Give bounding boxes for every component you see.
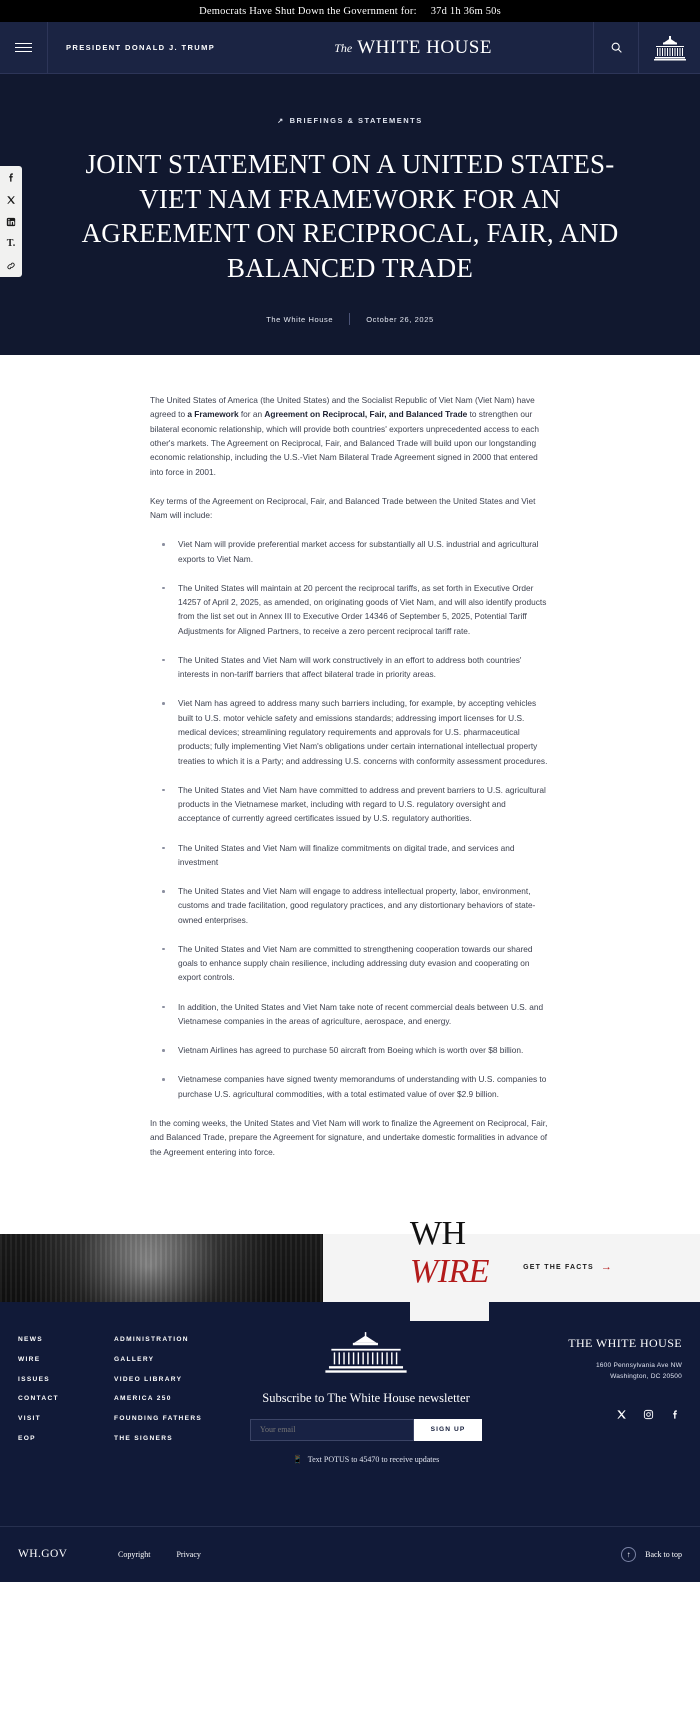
email-field[interactable]: [250, 1419, 414, 1441]
footer-link-wire[interactable]: WIRE: [18, 1355, 41, 1363]
key-terms-list: [150, 537, 550, 1101]
site-footer: [0, 1302, 700, 1582]
address-line-2: Washington, DC 20500: [610, 1373, 682, 1381]
back-to-top-label: Back to top: [645, 1549, 682, 1559]
list-item: In addition, the United States and Viet Nam take note of recent commercial deals between U.S. and Vietnamese companies in the areas of agriculture, aerospace, and energy.: [150, 1000, 550, 1029]
article-meta: [0, 313, 700, 325]
footer-link-contact[interactable]: CONTACT: [18, 1395, 59, 1403]
footer-link-administration[interactable]: ADMINISTRATION: [114, 1335, 189, 1343]
back-to-top-button[interactable]: [621, 1547, 682, 1562]
footer-address: [596, 1360, 682, 1382]
sms-signup-note: [293, 1455, 439, 1464]
meta-divider: [349, 313, 350, 325]
list-item: Viet Nam will provide preferential market access for substantially all U.S. industrial and agricultural exports to Viet Nam.: [150, 537, 550, 566]
x-twitter-icon[interactable]: [615, 1408, 628, 1421]
list-item: The United States and Viet Nam will finalize commitments on digital trade, and services and investment: [150, 841, 550, 870]
sign-up-button[interactable]: SIGN UP: [414, 1419, 482, 1441]
government-shutdown-alert-bar: [0, 0, 700, 22]
arrow-icon: ↗: [277, 117, 285, 125]
footer-social-links: [615, 1408, 682, 1421]
list-item: The United States and Viet Nam will engage to address intellectual property, labor, environment, customs and trade facilitation, good regulatory practices, and any distortionary behaviors of state-owned enterprises.: [150, 884, 550, 927]
list-item: Vietnamese companies have signed twenty memorandums of understanding with U.S. companies to purchase U.S. agricultural commodities, with a total estimated value of over $2.9 billion.: [150, 1072, 550, 1101]
intro-text-a: The United States of America (the United States) and the Socialist Republic of Viet Nam (Viet Nam) have agreed to: [150, 395, 535, 420]
breadcrumb-label: BRIEFINGS & STATEMENTS: [289, 116, 423, 125]
get-the-facts-button[interactable]: [523, 1262, 613, 1273]
instagram-icon[interactable]: [642, 1408, 655, 1421]
president-name-label[interactable]: PRESIDENT DONALD J. TRUMP: [66, 43, 216, 52]
arrow-right-icon: →: [600, 1261, 614, 1274]
wh-wire-logo-wh: WH: [409, 1214, 466, 1252]
article-body: [0, 355, 700, 1234]
footer-link-founding-fathers[interactable]: FOUNDING FATHERS: [114, 1415, 203, 1423]
intro-bold-agreement: Agreement on Reciprocal, Fair, and Balanced Trade: [264, 409, 468, 420]
footer-link-visit[interactable]: VISIT: [18, 1415, 41, 1423]
copyright-link[interactable]: Copyright: [118, 1549, 151, 1559]
logo-white-house-text: WHITE HOUSE: [357, 36, 492, 58]
linkedin-icon[interactable]: [5, 215, 18, 228]
intro-paragraph: [150, 393, 550, 479]
white-house-icon[interactable]: [638, 22, 700, 73]
wh-wire-logo-wire: WIRE: [410, 1253, 489, 1321]
footer-link-issues[interactable]: ISSUES: [18, 1375, 50, 1383]
wh-wire-promo-banner[interactable]: [0, 1214, 700, 1302]
wh-wire-promo-content: [323, 1214, 700, 1302]
site-logo[interactable]: [233, 22, 593, 73]
intro-bold-framework: a Framework: [187, 409, 239, 420]
search-icon[interactable]: [593, 22, 638, 73]
arrow-up-icon: ↑: [621, 1547, 636, 1562]
closing-paragraph: In the coming weeks, the United States and Viet Nam will work to finalize the Agreement on Reciprocal, Fair, and Balanced Trade, prepare the Agreement for signature, and undertake domestic formalities in advance of the Agreement entering into force.: [150, 1118, 548, 1157]
alert-message: Democrats Have Shut Down the Government for:: [199, 5, 417, 17]
alert-timer: 37d 1h 36m 50s: [430, 5, 501, 17]
wh-gov-brand: WH.GOV: [18, 1548, 68, 1561]
footer-contact-section: [502, 1336, 682, 1421]
footer-link-america-250[interactable]: AMERICA 250: [114, 1395, 172, 1403]
footer-nav-column-one: [18, 1336, 114, 1444]
list-item: The United States and Viet Nam will work constructively in an effort to address both countries' interests in non-tariff barriers that affect bilateral trade in priority areas.: [150, 653, 550, 682]
newsletter-form: [250, 1419, 482, 1441]
white-house-icon: [323, 1332, 409, 1379]
footer-link-eop[interactable]: EOP: [18, 1435, 36, 1443]
list-item: The United States and Viet Nam are committed to strengthening cooperation towards our shared goals to enhance supply chain resilience, including addressing duty evasion and cooperating on export controls.: [150, 942, 550, 985]
president-at-desk-photo: [0, 1234, 323, 1302]
footer-legal-links: [118, 1550, 621, 1559]
site-masthead: [0, 22, 700, 74]
footer-newsletter-section: [230, 1332, 502, 1464]
truth-social-icon[interactable]: T.: [6, 238, 16, 249]
hamburger-menu-icon[interactable]: [0, 22, 48, 73]
article-source: The White House: [266, 314, 334, 324]
footer-link-gallery[interactable]: GALLERY: [114, 1355, 155, 1363]
footer-link-news[interactable]: NEWS: [18, 1335, 43, 1343]
list-item: The United States and Viet Nam have committed to address and prevent barriers to U.S. agricultural products in the Vietnamese market, including with regard to U.S. regulatory oversight and acceptance of currently agreed certificates issued by U.S. regulatory authorities.: [150, 783, 550, 826]
footer-nav-column-two: [114, 1336, 230, 1444]
article-date: October 26, 2025: [366, 314, 434, 324]
intro-text-e: to strengthen our bilateral economic relationship, which will provide both countries' exporters unprecedented access to each other's markets. The Agreement on Reciprocal, Fair, and Balanced Trade will build upon our longstanding economic relationship, including the U.S.-Viet Nam Bilateral Trade Agreement signed in 2000 that entered into force in 2001.: [150, 409, 539, 477]
list-item: Vietnam Airlines has agreed to purchase 50 aircraft from Boeing which is worth over $8 billion.: [150, 1043, 550, 1057]
facebook-icon[interactable]: [669, 1408, 682, 1421]
x-twitter-icon[interactable]: [5, 193, 18, 206]
sms-signup-text: Text POTUS to 45470 to receive updates: [307, 1454, 440, 1464]
wh-wire-logo: [410, 1215, 489, 1321]
footer-link-the-signers[interactable]: THE SIGNERS: [114, 1435, 173, 1443]
social-share-rail: [0, 166, 22, 277]
key-terms-lead-paragraph: Key terms of the Agreement on Reciprocal, Fair, and Balanced Trade between the United States and Viet Nam will include:: [150, 495, 536, 521]
mobile-phone-icon: 📱: [292, 1454, 303, 1464]
address-line-1: 1600 Pennsylvania Ave NW: [595, 1361, 682, 1369]
list-item: Viet Nam has agreed to address many such barriers including, for example, by accepting vehicles built to U.S. motor vehicle safety and emissions standards; addressing import licenses for U.S. medical devices; streamlining regulatory requirements and approvals for U.S. pharmaceutical products; fully implementing Viet Nam's obligations under certain international intellectual property treaties to which it is a Party; and addressing U.S. concerns with conformity assessment procedures.: [150, 696, 550, 767]
facebook-icon[interactable]: [5, 171, 18, 184]
article-hero: [0, 74, 700, 355]
copy-link-icon[interactable]: [5, 259, 18, 272]
newsletter-title: Subscribe to The White House newsletter: [262, 1390, 470, 1405]
footer-bottom-bar: [0, 1526, 700, 1582]
intro-text-c: for an: [238, 409, 265, 420]
privacy-link[interactable]: Privacy: [176, 1549, 201, 1559]
breadcrumb[interactable]: [0, 116, 700, 125]
page-title: JOINT STATEMENT ON A UNITED STATES-VIET NAM FRAMEWORK FOR AN AGREEMENT ON RECIPROCAL, FAIR, AND BALANCED TRADE: [81, 149, 619, 283]
get-the-facts-label: GET THE FACTS: [523, 1264, 594, 1272]
list-item: The United States will maintain at 20 percent the reciprocal tariffs, as set forth in Executive Order 14257 of April 2, 2025, as amended, on originating goods of Viet Nam, and will also identify products from the list set out in Annex III to Executive Order 14346 of September 5, 2025, Potential Tariff Adjustments for Aligned Partners, to receive a zero percent reciprocal tariff rate.: [150, 581, 550, 638]
footer-link-video-library[interactable]: VIDEO LIBRARY: [114, 1375, 183, 1383]
logo-the-text: The: [334, 41, 353, 55]
footer-brand: THE WHITE HOUSE: [568, 1335, 682, 1350]
